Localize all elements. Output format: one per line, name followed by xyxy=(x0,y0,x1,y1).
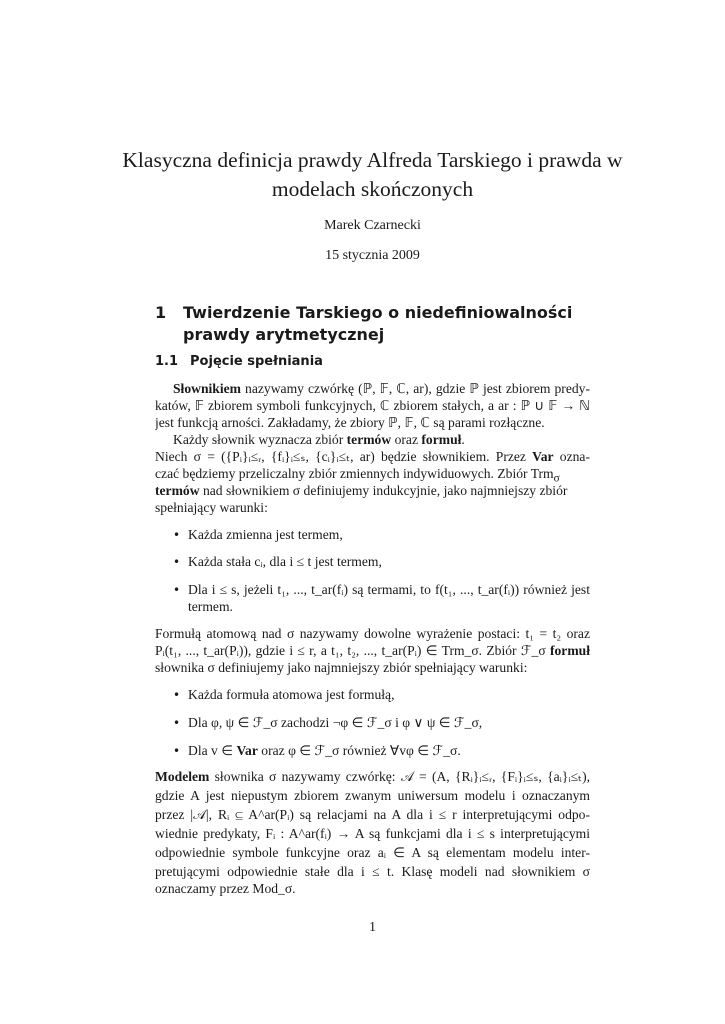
page-number: 1 xyxy=(369,920,376,935)
author: Marek Czarnecki xyxy=(324,218,421,233)
text-span: Dla v ∈ xyxy=(188,743,237,758)
text-line xyxy=(155,642,590,659)
text-span: Każdy słownik wyznacza zbiór xyxy=(173,432,347,447)
bullet-icon: • xyxy=(173,555,181,569)
term-bold: termów xyxy=(346,432,392,447)
list-item: Każda stała cᵢ, dla i ≤ t jest termem, xyxy=(188,554,382,569)
text-span: ozna- xyxy=(553,449,590,464)
text-line: Formułą atomową nad σ nazywamy dowolne wyrażenie postaci: t₁ = t₂ oraz xyxy=(155,626,590,641)
list-item: Każda zmienna jest termem, xyxy=(188,527,343,542)
subsection-heading xyxy=(155,354,323,369)
text-line: jest funkcją arności. Zakładamy, że zbiory ℙ, 𝔽, ℂ są parami rozłączne. xyxy=(155,415,545,430)
text-line: spełniający warunki: xyxy=(155,500,268,515)
section-number: 1 xyxy=(155,303,167,322)
term-bold: formuł xyxy=(421,432,462,447)
text-span: słownika σ nazywamy czwórkę: 𝒜 = (A, {Rᵢ}ᵢ≤ᵣ, {Fᵢ}ᵢ≤ₛ, {aᵢ}ᵢ≤ₜ), xyxy=(209,769,590,784)
text-line: słownika σ definiujemy jako najmniejszy zbiór spełniający warunki: xyxy=(155,660,528,675)
text-span: Pᵢ(t₁, ..., t_ar(Pᵢ)), gdzie i ≤ r, a t₁, t₂, ..., t_ar(Pᵢ) ∈ Trm_σ. Zbiór ℱ_σ xyxy=(155,643,550,658)
subsection-number: 1.1 xyxy=(155,354,179,369)
list-item: Każda formuła atomowa jest formułą, xyxy=(188,687,395,702)
subsection-title: Pojęcie spełniania xyxy=(190,354,323,369)
text-span: oraz xyxy=(391,432,422,447)
text-span: czać będziemy przeliczalny zbiór zmiennych indywiduowych. Zbiór Trm xyxy=(155,466,554,481)
text-span: Niech σ = ({Pᵢ}ᵢ≤ᵣ, {fᵢ}ᵢ≤ₛ, {cᵢ}ᵢ≤ₜ, ar) będzie słownikiem. Przez xyxy=(155,449,533,464)
term-bold: formuł xyxy=(549,643,590,658)
text-line xyxy=(173,431,590,448)
text-line xyxy=(155,768,590,785)
text-line: oznaczamy przez Mod_σ. xyxy=(155,881,296,896)
list-item: Dla i ≤ s, jeżeli t₁, ..., t_ar(fᵢ) są termami, to f(t₁, ..., t_ar(fᵢ)) również jest xyxy=(188,582,590,597)
list-item xyxy=(188,742,590,759)
list-item: Dla φ, ψ ∈ ℱ_σ zachodzi ¬φ ∈ ℱ_σ i φ ∨ ψ ∈ ℱ_σ, xyxy=(188,715,483,730)
text-line: gdzie A jest niepustym zbiorem zwanym uniwersum modelu i oznaczanym xyxy=(155,788,590,803)
text-line xyxy=(155,448,590,465)
text-line: przez |𝒜|, Rᵢ ⊆ A^ar(Pᵢ) są relacjami na A dla i ≤ r interpretującymi odpo- xyxy=(155,807,590,822)
term-bold: Var xyxy=(532,449,554,464)
text-span: nazywamy czwórkę (ℙ, 𝔽, ℂ, ar), gdzie ℙ jest zbiorem predy- xyxy=(240,381,590,396)
subscript: σ xyxy=(553,472,560,485)
list-item-continuation: termem. xyxy=(188,599,233,614)
term-bold: Słownikiem xyxy=(173,381,241,396)
bullet-icon: • xyxy=(173,744,181,758)
bullet-icon: • xyxy=(173,688,181,702)
text-line: wiednie predykaty, Fᵢ : A^ar(fᵢ) → A są funkcjami dla i ≤ s interpretującymi xyxy=(155,826,590,841)
text-line: pretującymi odpowiednie stałe dla i ≤ t. Klasę modeli nad słownikiem σ xyxy=(155,864,590,879)
paper-title: Klasyczna definicja prawdy Alfreda Tarskiego i prawda w modelach skończonych xyxy=(122,148,623,201)
text-line xyxy=(155,482,590,499)
bullet-icon: • xyxy=(173,583,181,597)
text-line: katów, 𝔽 zbiorem symboli funkcyjnych, ℂ zbiorem stałych, a ar : ℙ ∪ 𝔽 → ℕ xyxy=(155,398,590,413)
bullet-icon: • xyxy=(173,716,181,730)
term-bold: Modelem xyxy=(155,769,210,784)
term-bold: Var xyxy=(236,743,258,758)
section-title: Twierdzenie Tarskiego o niedefiniowalności prawdy arytmetycznej xyxy=(183,303,573,344)
text-span: . xyxy=(461,432,465,447)
text-line xyxy=(173,380,590,397)
bullet-icon: • xyxy=(173,528,181,542)
term-bold: termów xyxy=(155,483,200,498)
text-line: odpowiednie symbole funkcyjne oraz aᵢ ∈ A są elementam modelu inter- xyxy=(155,845,590,860)
text-span: oraz φ ∈ ℱ_σ również ∀vφ ∈ ℱ_σ. xyxy=(257,743,461,758)
date: 15 stycznia 2009 xyxy=(325,248,420,263)
text-span: nad słownikiem σ definiujemy indukcyjnie, jako najmniejszy zbiór xyxy=(199,483,568,498)
